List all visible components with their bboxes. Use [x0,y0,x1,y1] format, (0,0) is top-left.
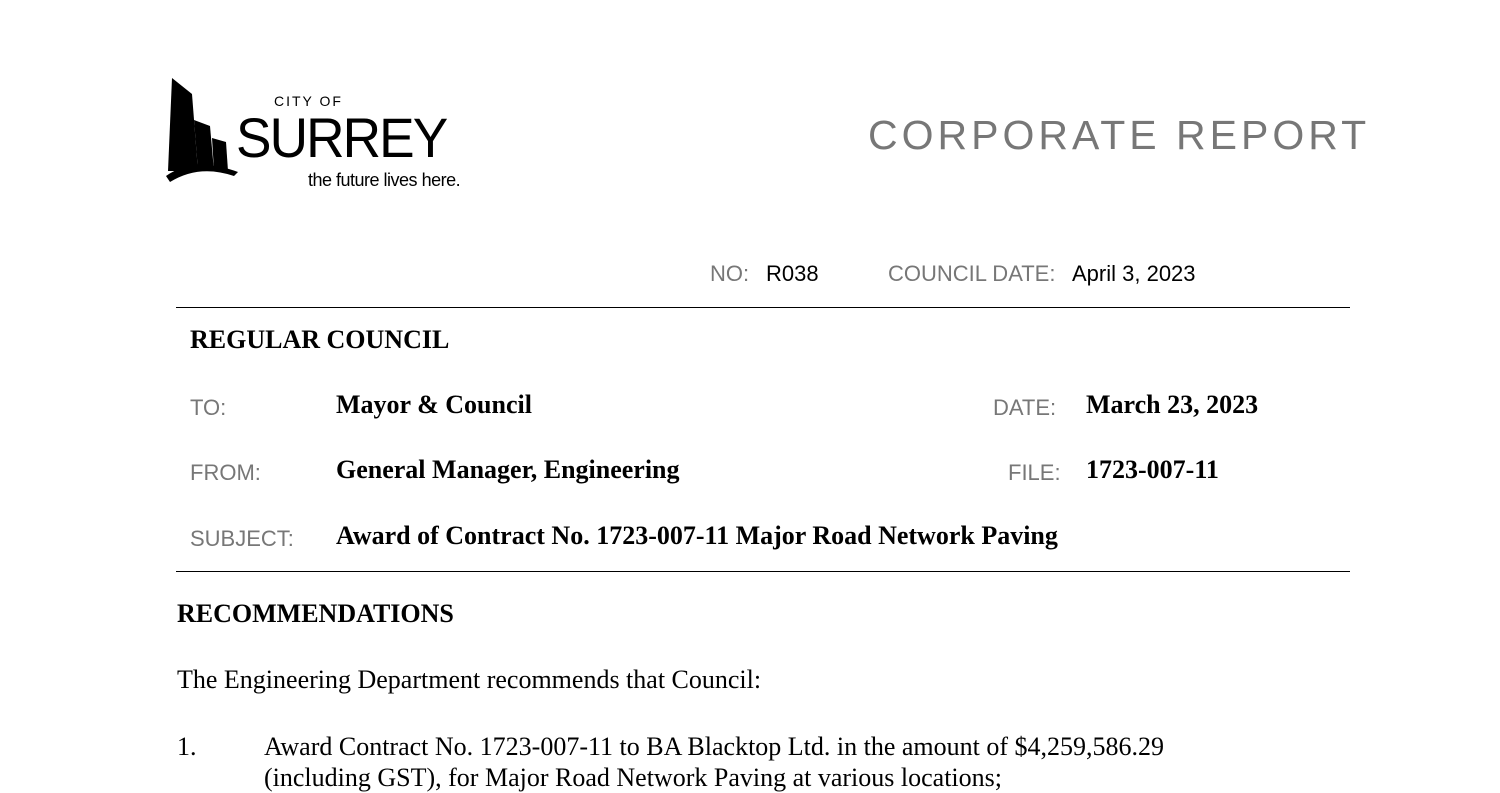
item-number: 1. [177,732,197,761]
memo-heading: REGULAR COUNCIL [190,325,450,354]
divider-bottom [176,571,1350,572]
council-date-value: April 3, 2023 [1072,261,1196,286]
no-label: NO: [710,261,750,286]
subject-label: SUBJECT: [190,526,294,551]
divider-top [176,307,1350,308]
item-line-1: Award Contract No. 1723-007-11 to BA Blacktop Ltd. in the amount of $4,259,586.29 [264,732,1165,761]
no-value: R038 [766,261,819,286]
logo-surrey: SURREY [236,106,447,169]
from-label: FROM: [190,460,261,485]
to-value: Mayor & Council [336,390,532,419]
item-line-2: (including GST), for Major Road Network Paving at various locations; [264,763,1002,792]
date-label: DATE: [993,395,1057,420]
date-value: March 23, 2023 [1086,390,1259,419]
logo-city-of: CITY OF [274,93,343,109]
file-label: FILE: [1008,460,1061,485]
logo-sails-icon [164,76,244,186]
recommendations-heading: RECOMMENDATIONS [177,599,454,628]
city-logo [164,76,484,196]
to-label: TO: [190,395,227,420]
file-value: 1723-007-11 [1086,455,1219,484]
report-title: CORPORATE REPORT [868,112,1371,158]
from-value: General Manager, Engineering [336,455,680,484]
recommendations-intro: The Engineering Department recommends that Council: [177,665,762,694]
council-date-label: COUNCIL DATE: [888,261,1056,286]
subject-value: Award of Contract No. 1723-007-11 Major Road Network Paving [336,521,1058,550]
logo-tagline: the future lives here. [308,170,461,190]
